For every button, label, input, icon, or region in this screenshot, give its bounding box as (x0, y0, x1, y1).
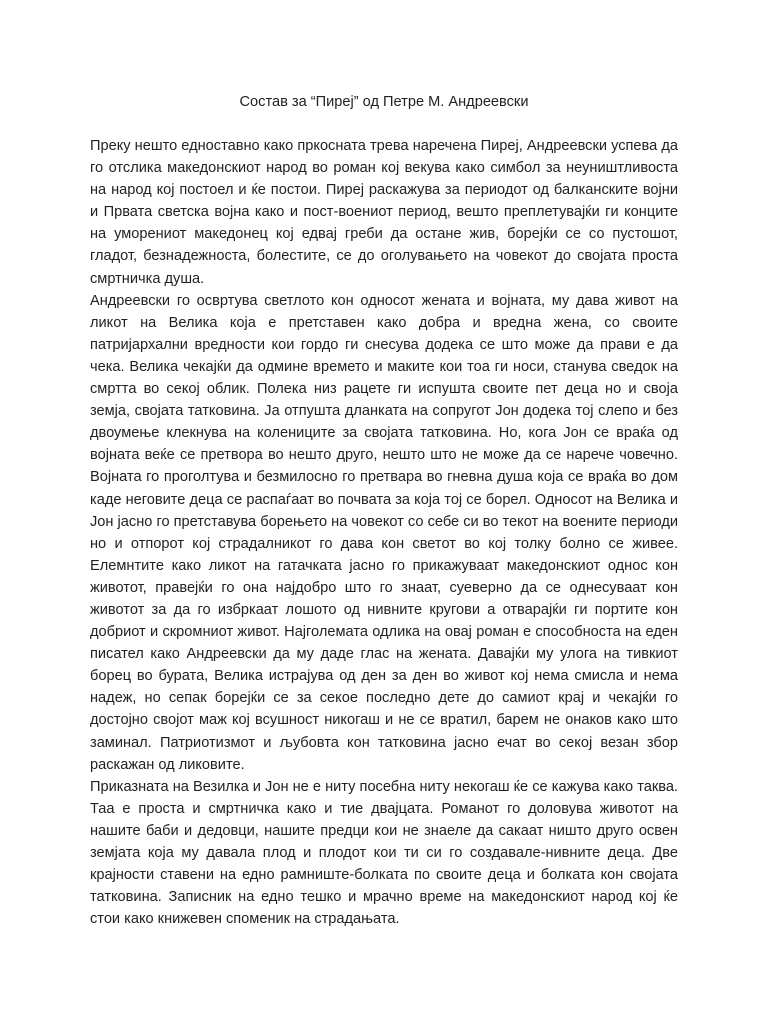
document-body (90, 135, 678, 930)
paragraph-3: Приказната на Везилка и Јон не е ниту посебна ниту некогаш ќе се кажува како таква. Таа е проста и смртничка како и тие двајцата. Романот го доловува животот на нашите баби и дедовци, нашите предци кои не знаеле да сакаат ништо друго освен земјата која му давала плод и плодот кои ти си го создавале-нивните деца. Две крајности ставени на едно рамниште-болката по своите деца и болката кон својата татковина. Записник на едно тешко и мрачно време на македонскиот народ кој ќе стои како книжевен споменик на страдањата. (90, 778, 678, 928)
paragraph-1: Преку нешто едноставно како пркосната трева наречена Пиреј, Андреевски успева да го отслика македонскиот народ во роман кој векува како симбол за неуништливоста на народ кој постоел и ќе постои. Пиреј раскажува за периодот од балканските војни и Првата светска војна како и пост-воениот период, вешто преплетувајќи ги конците на уморениот македонец кој едвај греби да остане жив, борејќи се со пустошот, гладот, безнадежноста, болестите, се до оголувањето на човекот до својата проста смртничка душа. (90, 138, 678, 287)
paragraph-2: Андреевски го освртува светлото кон односот жената и војната, му дава живот на ликот на Велика која е претставен како добра и вредна жена, со своите патријархални вредности кои гордо ги снесува додека се што може да прави е да чека. Велика чекајќи да одмине времето и маките кои тоа ги носи, станува сведок на смртта во секој облик. Полека низ рацете ги испушта своите пет деца но и своја земја, својата татковина. Ја отпушта дланката на сопругот Јон додека тој слепо и без двоумење клекнува на колениците за својата татковина. Но, кога Јон се враќа од војната веќе се претвора во нешто друго, нешто што не може да се нарече човечно. Војната го проголтува и безмилосно го претвара во гневна душа која се враќа во дом каде неговите деца се распаѓаат во почвата за која тој се борел. Односот на Велика и Јон јасно го претставува борењето на човекот со себе си во текот на воените периоди но и отпорот кој страдалникот го дава кон светот во кој толку болно се живее. Елемнтите како ликот на гатачката јасно го прикажуваат македонскиот однос кон животот, правејќи го она најдобро што го знаат, суеверно да се однесуваат кон животот за да го избркаат лошото од нивните кругови а отварајќи ги портите кон добриот и скромниот живот. Најголемата одлика на овај роман е способноста на еден писател како Андреевски да му даде глас на жената. Давајќи му улога на тивкиот борец во бурата, Велика истрајува од ден за ден во живот кој нема смисла и нема надеж, но сепак борејќи се за секое последно дете до самиот крај и чекајќи го достојно својот маж кој всушност никогаш и не се вратил, барем не онаков како што заминал. Патриотизмот и љубовта кон татковина јасно ечат во секој везан збор раскажан од ликовите. (90, 292, 678, 773)
document-title: Состав за “Пиреј” од Петре М. Андреевски (239, 94, 529, 110)
